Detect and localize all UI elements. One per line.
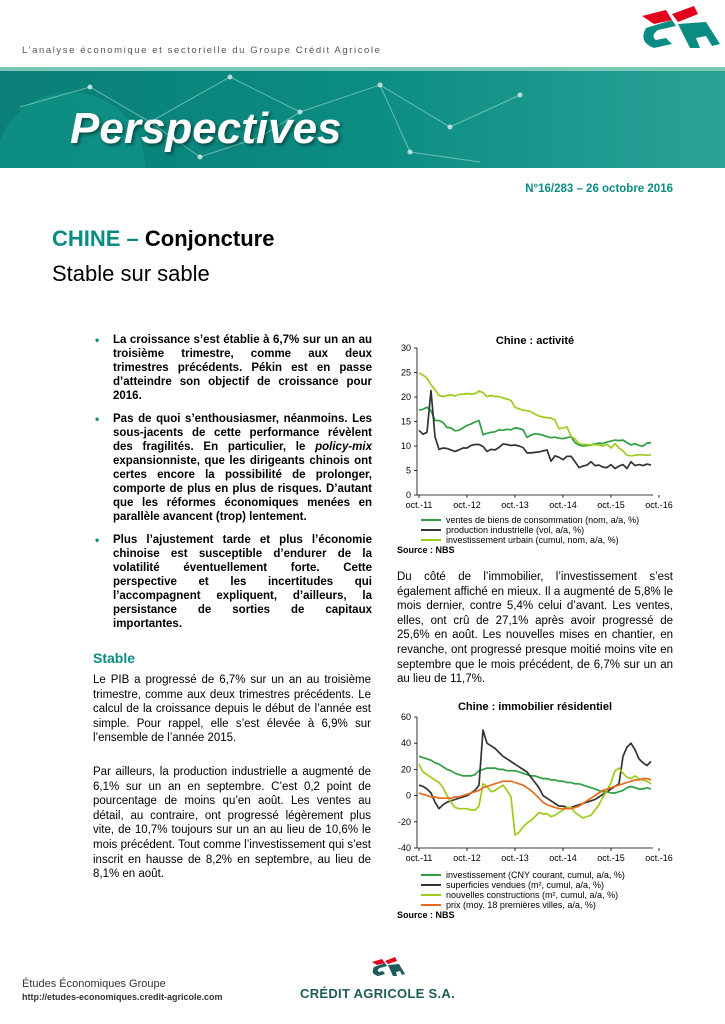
legend-label: superficies vendues (m², cumul, a/a, %) bbox=[446, 880, 605, 890]
bullet-text: Pas de quoi s’enthousiasmer, néanmoins. Les sous-jacents de cette performance révèlent des fragilités. En particulier, le policy-mix expansionniste, que les dirigeants chinois ont certes encore la possibilité de prolonger, comporte de plus en plus de risques. D’autant que les réformes économiques menées en parallèle avancent (trop) lentement. bbox=[113, 413, 372, 523]
legend-label: ventes de biens de consommation (nom, a/a, %) bbox=[446, 515, 640, 525]
y-tick-label: 0 bbox=[405, 490, 411, 500]
banner-title: Perspectives bbox=[70, 104, 342, 153]
summary-bullet bbox=[93, 533, 372, 631]
legend-label: prix (moy. 18 premières villes, a/a, %) bbox=[446, 900, 596, 910]
bullet-icon: • bbox=[95, 333, 100, 347]
y-tick-label: 30 bbox=[400, 344, 411, 353]
chart-housing-source: Source : NBS bbox=[397, 910, 455, 920]
banner-stripe bbox=[0, 67, 725, 71]
x-tick-label: oct.-14 bbox=[549, 500, 577, 510]
x-tick-label: oct.-12 bbox=[453, 853, 481, 863]
legend-label: investissement urbain (cumul, nom, a/a, %) bbox=[446, 535, 619, 545]
issue-number: N°16/283 – 26 octobre 2016 bbox=[525, 183, 673, 195]
summary-bullets bbox=[93, 333, 372, 640]
topic-label: Conjoncture bbox=[144, 226, 275, 251]
legend-entry bbox=[397, 900, 625, 910]
legend-entry bbox=[397, 870, 625, 880]
series-line-1 bbox=[419, 756, 651, 793]
x-tick-label: oct.-15 bbox=[597, 853, 625, 863]
y-tick-label: 15 bbox=[400, 416, 411, 427]
x-tick-label: oct.-13 bbox=[501, 853, 529, 863]
x-tick-label: oct.-11 bbox=[405, 500, 433, 510]
legend-entry bbox=[397, 890, 625, 900]
tagline: L’analyse économique et sectorielle du Groupe Crédit Agricole bbox=[22, 45, 382, 56]
y-tick-label: -20 bbox=[397, 816, 411, 827]
y-tick-label: 0 bbox=[405, 790, 411, 801]
body-paragraph: Le PIB a progressé de 6,7% sur un an au troisième trimestre, comme aux deux trimestres précédents. Le calcul de la croissance depuis le début de l’année est simple. Pour rappel, elle s’est élevée à 6,9% sur l’ensemble de l’année 2015. bbox=[93, 674, 371, 745]
y-tick-label: 5 bbox=[405, 465, 411, 476]
legend-entry bbox=[397, 535, 639, 545]
chart-title-housing: Chine : immobilier résidentiel bbox=[457, 701, 613, 713]
summary-bullet bbox=[93, 412, 372, 524]
x-tick-label: oct.-15 bbox=[597, 500, 625, 510]
legend-swatch bbox=[421, 539, 441, 541]
chart-activity-source: Source : NBS bbox=[397, 545, 455, 555]
series-line-1 bbox=[419, 407, 651, 446]
legend-swatch bbox=[421, 904, 441, 906]
x-tick-label: oct.-16 bbox=[645, 500, 673, 510]
x-tick-label: oct.-12 bbox=[453, 500, 481, 510]
credit-agricole-logo-icon bbox=[632, 2, 725, 64]
legend-label: production industrielle (vol, a/a, %) bbox=[446, 525, 585, 535]
bullet-text: Plus l’ajustement tarde et plus l’économie chinoise est susceptible d’endurer de la volatilité éventuellement forte. Cette perspective et les incertitudes qui l’accompagnent expliquent, d’ailleurs, la persistance de sorties de capitaux importantes. bbox=[113, 534, 372, 630]
chart-activity bbox=[395, 344, 675, 516]
series-line-3 bbox=[419, 373, 651, 456]
y-tick-label: 25 bbox=[400, 367, 411, 378]
x-tick-label: oct.-13 bbox=[501, 500, 529, 510]
footer-url[interactable]: http://etudes-economiques.credit-agricole.com bbox=[22, 992, 223, 1002]
legend-entry bbox=[397, 525, 639, 535]
chart-housing-legend bbox=[397, 870, 625, 910]
y-tick-label: -40 bbox=[397, 843, 411, 853]
chart-housing bbox=[395, 710, 675, 870]
article-subtitle: Stable sur sable bbox=[52, 261, 210, 286]
x-tick-label: oct.-14 bbox=[549, 853, 577, 863]
legend-entry bbox=[397, 880, 625, 890]
bullet-icon: • bbox=[95, 412, 100, 426]
article-heading bbox=[52, 226, 274, 252]
x-tick-label: oct.-16 bbox=[645, 853, 673, 863]
footer-logo-icon bbox=[369, 956, 405, 982]
y-tick-label: 20 bbox=[400, 764, 411, 775]
section-title: Stable bbox=[93, 650, 136, 666]
legend-swatch bbox=[421, 884, 441, 886]
body-paragraph: Du côté de l’immobilier, l’investissement s’est également affiché en mieux. Il a augmenté de 5,8% le mois dernier, contre 5,4% celui d’avant. Les ventes, elles, ont crû de 27,1% après avoir progressé de 25,6% en août. Les nouvelles mises en chantier, en revanche, ont progressé presque moitié moins vite en septembre que le mois précédent, de 6,7% sur un an au lieu de 11,7%. bbox=[397, 571, 673, 686]
y-tick-label: 20 bbox=[400, 392, 411, 402]
legend-swatch bbox=[421, 874, 441, 876]
footer-department: Études Économiques Groupe bbox=[22, 978, 166, 990]
bullet-text: La croissance s’est établie à 6,7% sur un an au troisième trimestre, comme aux deux trimestres précédents. Pékin est en passe d’atteindre son objectif de croissance pour 2016. bbox=[113, 334, 372, 402]
y-tick-label: 60 bbox=[400, 712, 411, 722]
legend-swatch bbox=[421, 529, 441, 531]
y-tick-label: 10 bbox=[400, 441, 411, 451]
body-paragraph: Par ailleurs, la production industrielle a augmenté de 6,1% sur un an en septembre. C’est 0,2 point de pourcentage de moins qu’en août. Les ventes au détail, au contraire, ont progressé légèrement plus vite, de 10,7% toujours sur un an au lieu de 10,6% le mois précédent. Tout comme l’investissement qui s’est inscrit en hausse de 8,2% en septembre, au lieu de 8,1% en août. bbox=[93, 766, 371, 881]
x-tick-label: oct.-11 bbox=[405, 853, 433, 863]
bullet-icon: • bbox=[95, 533, 100, 547]
legend-label: nouvelles constructions (m², cumul, a/a, %) bbox=[446, 890, 619, 900]
legend-swatch bbox=[421, 519, 441, 521]
chart-activity-legend bbox=[397, 515, 639, 545]
footer-brand: CRÉDIT AGRICOLE S.A. bbox=[300, 986, 456, 1001]
legend-swatch bbox=[421, 894, 441, 896]
summary-bullet bbox=[93, 333, 372, 403]
legend-label: investissement (CNY courant, cumul, a/a, %) bbox=[446, 870, 625, 880]
legend-entry bbox=[397, 515, 639, 525]
y-tick-label: 40 bbox=[400, 738, 411, 749]
country-label: CHINE – bbox=[52, 226, 139, 251]
chart-title-activity: Chine : activité bbox=[495, 335, 575, 347]
